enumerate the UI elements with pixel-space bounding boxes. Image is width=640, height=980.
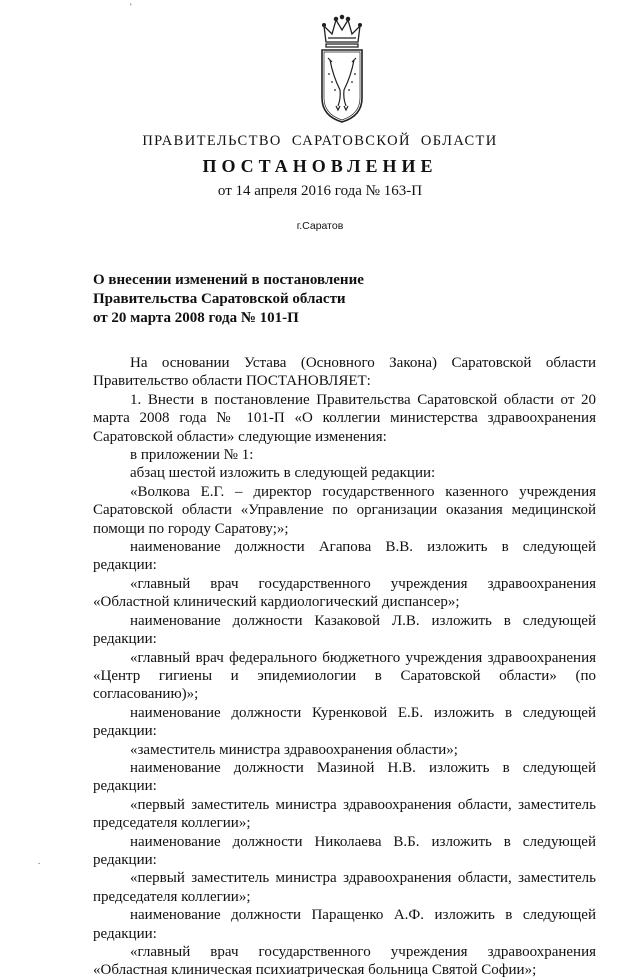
body-paragraph-7: «главный врач государственного учреждения здравоохранения «Областной клинический кардиологический диспансер»; [93, 575, 596, 611]
body-paragraph-9: «главный врач федерального бюджетного учреждения здравоохранения «Центр гигиены и эпидемиологии в Саратовской области» (по согласованию)»; [93, 649, 596, 703]
document-subject [93, 271, 364, 328]
body-paragraph-2: 1. Внести в постановление Правительства Саратовской области от 20 марта 2008 года № 101-П «О коллегии министерства здравоохранения Саратовской области» следующие изменения: [93, 391, 596, 445]
document-body [93, 354, 596, 980]
body-paragraph-17: «главный врач государственного учреждения здравоохранения «Областная клиническая психиатрическая больница Святой Софии»; [93, 944, 596, 979]
saratov-coat-of-arms-emblem [316, 14, 368, 126]
body-paragraph-5: «Волкова Е.Г. – директор государственного казенного учреждения Саратовской области «Управление по организации оказания медицинской помощи по городу Саратову;»; [93, 483, 596, 537]
body-paragraph-10: наименование должности Куренковой Е.Б. изложить в следующей редакции: [93, 704, 596, 740]
body-paragraph-4: абзац шестой изложить в следующей редакции: [130, 465, 436, 482]
subject-line-2: Правительства Саратовской области [93, 291, 346, 307]
body-paragraph-1: На основании Устава (Основного Закона) Саратовской области Правительство области ПОСТАНОВЛЯЕТ: [93, 355, 596, 390]
subject-line-1: О внесении изменений в постановление [93, 272, 364, 288]
body-paragraph-6: наименование должности Агапова В.В. изложить в следующей редакции: [93, 539, 596, 574]
scan-speck: . [38, 856, 41, 866]
body-paragraph-14: наименование должности Николаева В.Б. изложить в следующей редакции: [93, 833, 596, 868]
body-paragraph-13: «первый заместитель министра здравоохранения области, заместитель председателя коллегии»; [93, 796, 596, 832]
scan-speck: ' [130, 2, 132, 12]
subject-line-3: от 20 марта 2008 года № 101-П [93, 310, 299, 326]
document-date-number: от 14 апреля 2016 года № 163-П [217, 183, 423, 199]
body-paragraph-3: в приложении № 1: [130, 447, 254, 464]
body-paragraph-16: наименование должности Паращенко А.Ф. изложить в следующей редакции: [93, 907, 596, 942]
document-type-title: ПОСТАНОВЛЕНИЕ [202, 156, 438, 176]
government-name: ПРАВИТЕЛЬСТВО САРАТОВСКОЙ ОБЛАСТИ [142, 133, 498, 149]
body-paragraph-11: «заместитель министра здравоохранения области»; [130, 741, 458, 758]
body-paragraph-12: наименование должности Мазиной Н.В. изложить в следующей редакции: [93, 759, 596, 795]
body-paragraph-15: «первый заместитель министра здравоохранения области, заместитель председателя коллегии»; [93, 870, 596, 905]
city-name: г.Саратов [296, 220, 344, 232]
body-paragraph-8: наименование должности Казаковой Л.В. изложить в следующей редакции: [93, 612, 596, 648]
